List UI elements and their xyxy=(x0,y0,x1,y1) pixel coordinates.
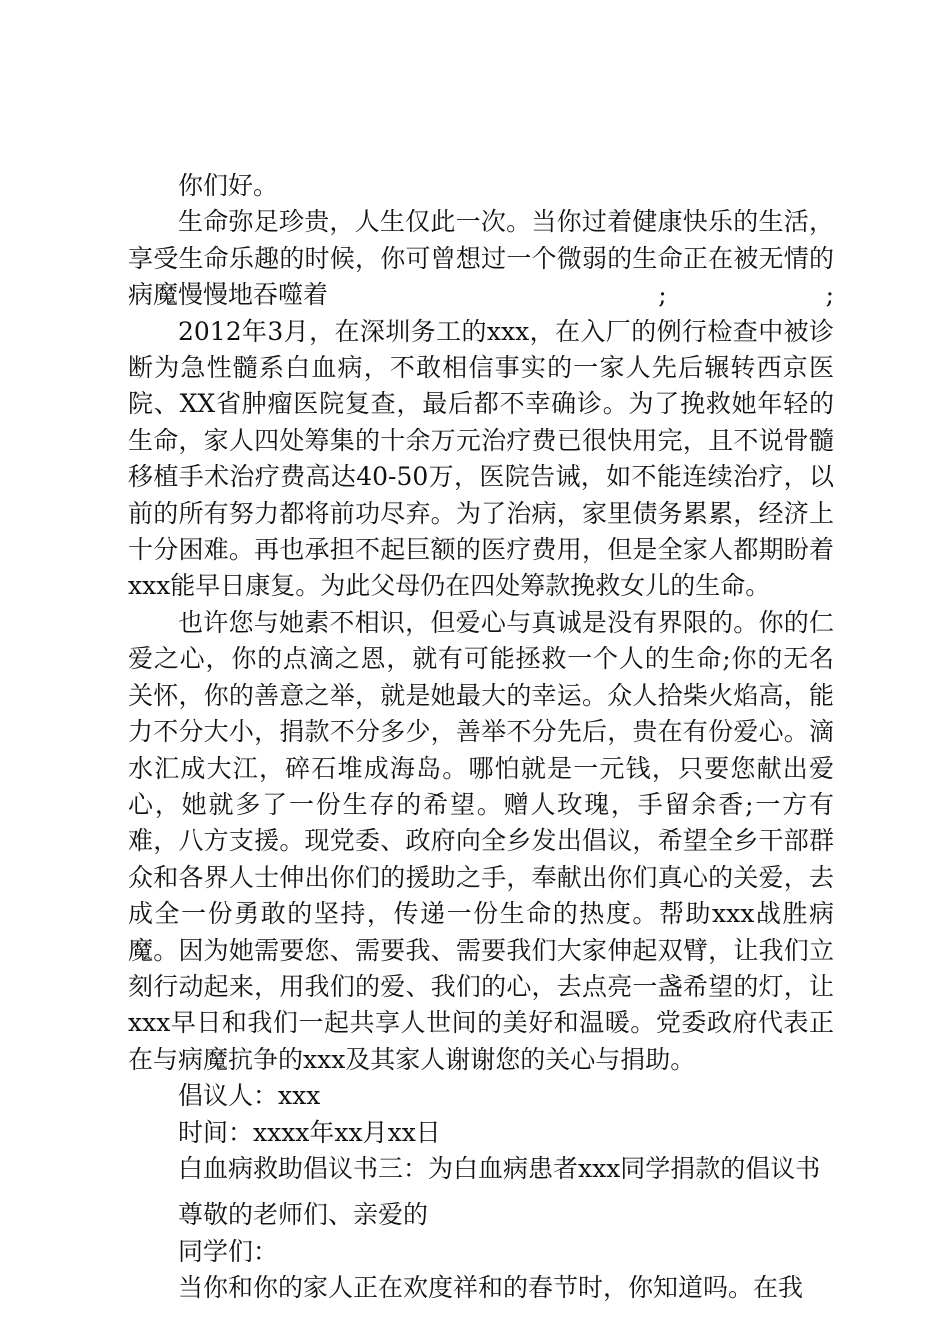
paragraph-appeal: 也许您与她素不相识，但爱心与真诚是没有界限的。你的仁爱之心，你的点滴之恩，就有可能拯救一个人的生命;你的无名关怀，你的善意之举，就是她最大的幸运。众人拾柴火焰高，能力不分大小，捐款不分多少，善举不分先后，贵在有份爱心。滴水汇成大江，碎石堆成海岛。哪怕就是一元钱，只要您献出爱心，她就多了一份生存的希望。赠人玫瑰，手留余香;一方有难，八方支援。现党委、政府向全乡发出倡议，希望全乡干部群众和各界人士伸出你们的援助之手，奉献出你们真心的关爱，去成全一份勇敢的坚持，传递一份生命的热度。帮助xxx战胜病魔。因为她需要您、需要我、需要我们大家伸起双臂，让我们立刻行动起来，用我们的爱、我们的心，去点亮一盏希望的灯，让xxx早日和我们一起共享人世间的美好和温暖。党委政府代表正在与病魔抗争的xxx及其家人谢谢您的关心与捐助。 xyxy=(128,607,834,1074)
initiator-line: 倡议人：xxx xyxy=(178,1081,321,1111)
section-title: 白血病救助倡议书三：为白血病患者xxx同学捐款的倡议书 xyxy=(178,1153,821,1183)
paragraph-intro: 生命弥足珍贵，人生仅此一次。当你过着健康快乐的生活，享受生命乐趣的时候，你可曾想过一个微弱的生命正在被无情的病魔慢慢地吞噬着 xyxy=(128,207,834,310)
date-line: 时间：xxxx年xx月xx日 xyxy=(178,1117,441,1147)
paragraph-story: 2012年3月，在深圳务工的xxx，在入厂的例行检查中被诊断为急性髓系白血病，不敢相信事实的一家人先后辗转西京医院、XX省肿瘤医院复查，最后都不幸确诊。为了挽救她年轻的生命，家人四处筹集的十余万元治疗费已很快用完，且不说骨髓移植手术治疗费高达40-50万，医院告诫，如不能连续治疗，以前的所有努力都将前功尽弃。为了治病，家里债务累累，经济上十分困难。再也承担不起巨额的医疗费用，但是全家人都期盼着xxx能早日康复。为此父母仍在四处筹款挽救女儿的生命。 xyxy=(128,316,834,601)
paragraph-opening: 当你和你的家人正在欢度祥和的春节时，你知道吗。在我 xyxy=(178,1273,804,1303)
document-body xyxy=(128,168,834,1307)
salutation-teachers: 尊敬的老师们、亲爱的 xyxy=(178,1200,429,1230)
greeting: 你们好。 xyxy=(178,171,279,200)
salutation-students: 同学们： xyxy=(178,1236,279,1266)
separator-marks: ; ; xyxy=(658,280,834,310)
